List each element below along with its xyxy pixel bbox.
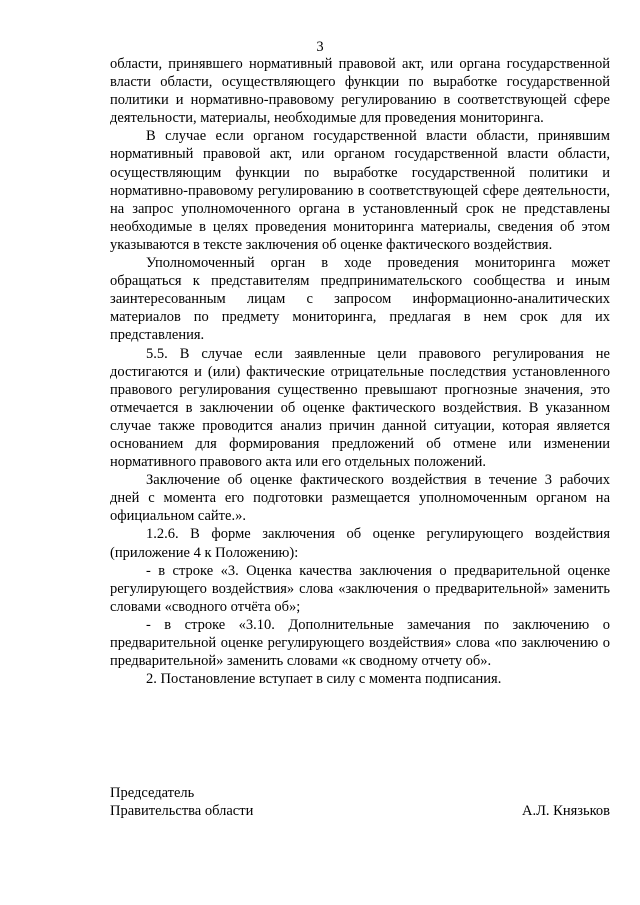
signature-row (110, 802, 610, 820)
paragraph-row-3-amendment: - в строке «3. Оценка качества заключения о предварительной оценке регулирующего воздействия» слова «заключения о предварительной» заменить словами «сводного отчёта об»; (110, 562, 610, 615)
paragraph-row-3-10-amendment: - в строке «3.10. Дополнительные замечания по заключению о предварительной оценке регулирующего воздействия» слова «по заключению о предварительной» заменить словами «к сводному отчету об». (110, 616, 610, 670)
paragraph-publication: Заключение об оценке фактического воздействия в течение 3 рабочих дней с момента его подготовки размещается уполномоченным органом на официальном сайте.». (110, 472, 610, 525)
page-number: 3 (316, 39, 324, 55)
paragraph-clause-5-5: 5.5. В случае если заявленные цели правового регулирования не достигаются и (или) фактические отрицательные последствия установленного правового регулирования существенно превышают прогнозные значения, это отмечается в заключении об оценке фактического воздействия. В указанном случае также проводится анализ причин данной ситуации, которая является основанием для формирования предложений об отмене или изменении нормативного правового акта или его отдельных положений. (110, 345, 610, 471)
signature-block (110, 784, 610, 820)
paragraph-continuation: области, принявшего нормативный правовой акт, или органа государственной власти области, осуществляющего функции по выработке государственной политики и нормативно-правовому регулированию в соответствующей сфере деятельности, материалы, необходимые для проведения мониторинга. (110, 56, 610, 127)
paragraph-clause-1-2-6: 1.2.6. В форме заключения об оценке регулирующего воздействия (приложение 4 к Положению): (110, 526, 610, 561)
paragraph-effective-date: 2. Постановление вступает в силу с момента подписания. (146, 671, 502, 688)
paragraph-business-inquiries: Уполномоченный орган в ходе проведения мониторинга может обращаться к представителям предпринимательского сообщества и иным заинтересованным лицам с запросом информационно-аналитических материалов по предмету мониторинга, предлагая в нем срок для их представления. (110, 255, 610, 344)
signatory-title-line2: Правительства области (110, 803, 254, 819)
signatory-title-line1: Председатель (110, 785, 195, 801)
document-body (110, 55, 610, 688)
paragraph-missing-materials: В случае если органом государственной власти области, принявшим нормативный правовой акт, или органом государственной власти области, осуществляющим функции по выработке государственной политики и нормативно-правовому регулированию в соответствующей сфере деятельности, на запрос уполномоченного органа в установленный срок не представлены необходимые в целях проведения мониторинга материалы, сведения об этом указываются в тексте заключения об оценке фактического воздействия. (110, 128, 610, 253)
signatory-name: А.Л. Князьков (521, 803, 610, 819)
